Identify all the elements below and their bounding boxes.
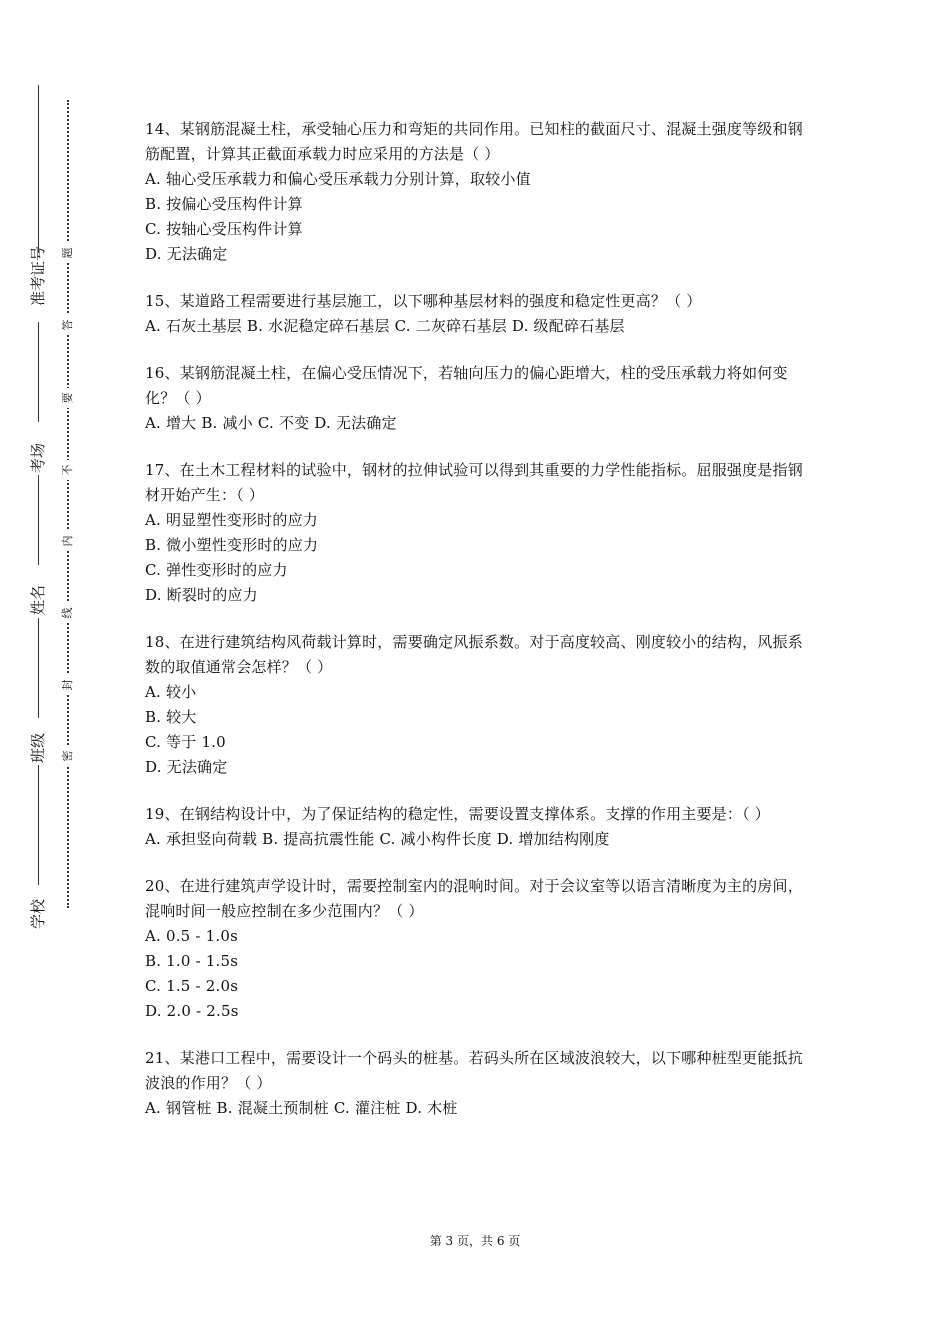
seal-char: 要 [60, 388, 76, 408]
option-d: D. 无法确定 [145, 758, 228, 776]
option-a: A. 较小 [145, 683, 197, 701]
question-stem: 21、某港口工程中，需要设计一个码头的桩基。若码头所在区域波浪较大，以下哪种桩型更能抵抗波浪的作用？（ ） [145, 1049, 803, 1092]
name-label: 姓名 [29, 585, 47, 616]
question-16 [145, 361, 815, 436]
question-15 [145, 289, 815, 339]
option-c: C. 等于 1.0 [145, 733, 226, 751]
school-label: 学校 [29, 899, 47, 930]
question-stem: 19、在钢结构设计中，为了保证结构的稳定性，需要设置支撑体系。支撑的作用主要是：（ ） [145, 805, 770, 823]
question-21 [145, 1046, 815, 1121]
question-stem: 20、在进行建筑声学设计时，需要控制室内的混响时间。对于会议室等以语言清晰度为主的房间，混响时间一般应控制在多少范围内？（ ） [145, 877, 803, 920]
binding-line [38, 765, 39, 885]
options-line: A. 石灰土基层 B. 水泥稳定碎石基层 C. 二灰碎石基层 D. 级配碎石基层 [145, 317, 625, 335]
option-b: B. 1.0 - 1.5s [145, 952, 239, 970]
option-b: B. 微小塑性变形时的应力 [145, 536, 319, 554]
seal-char: 线 [60, 603, 76, 623]
question-list [145, 117, 815, 1143]
option-c: C. 1.5 - 2.0s [145, 977, 239, 995]
binding-line [38, 475, 39, 565]
option-a: A. 轴心受压承载力和偏心受压承载力分别计算，取较小值 [145, 170, 531, 188]
question-stem: 14、某钢筋混凝土柱，承受轴心压力和弯矩的共同作用。已知柱的截面尺寸、混凝土强度等级和钢筋配置，计算其正截面承载力时应采用的方法是（ ） [145, 120, 803, 163]
options-line: A. 钢管桩 B. 混凝土预制桩 C. 灌注桩 D. 木桩 [145, 1099, 458, 1117]
option-d: D. 无法确定 [145, 245, 228, 263]
options-line: A. 承担竖向荷载 B. 提高抗震性能 C. 减小构件长度 D. 增加结构刚度 [145, 830, 610, 848]
question-stem: 17、在土木工程材料的试验中，钢材的拉伸试验可以得到其重要的力学性能指标。屈服强度是指钢材开始产生：（ ） [145, 461, 803, 504]
seal-char: 题 [60, 243, 76, 263]
option-a: A. 明显塑性变形时的应力 [145, 511, 318, 529]
option-c: C. 按轴心受压构件计算 [145, 220, 303, 238]
binding-line [38, 322, 39, 422]
question-17 [145, 458, 815, 608]
question-18 [145, 630, 815, 780]
option-b: B. 按偏心受压构件计算 [145, 195, 303, 213]
options-line: A. 增大 B. 减小 C. 不变 D. 无法确定 [145, 414, 397, 432]
seal-line [67, 100, 69, 908]
binding-line [38, 85, 39, 253]
page-number: 第 3 页，共 6 页 [429, 1234, 521, 1248]
option-c: C. 弹性变形时的应力 [145, 561, 288, 579]
question-19 [145, 802, 815, 852]
question-stem: 16、某钢筋混凝土柱，在偏心受压情况下，若轴向压力的偏心距增大，柱的受压承载力将如何变化？（ ） [145, 364, 788, 407]
seal-char: 不 [60, 460, 76, 480]
binding-line [38, 618, 39, 718]
option-a: A. 0.5 - 1.0s [145, 927, 238, 945]
exam-room-label: 考场 [29, 443, 47, 474]
option-d: D. 断裂时的应力 [145, 586, 258, 604]
question-14 [145, 117, 815, 267]
question-stem: 15、某道路工程需要进行基层施工，以下哪种基层材料的强度和稳定性更高？（ ） [145, 292, 702, 310]
seal-char: 内 [60, 531, 76, 551]
seal-char: 封 [60, 675, 76, 695]
exam-id-label: 准考证号 [29, 245, 47, 306]
class-label: 班级 [29, 733, 47, 764]
seal-char: 答 [60, 315, 76, 335]
seal-char: 密 [60, 746, 76, 766]
question-stem: 18、在进行建筑结构风荷载计算时，需要确定风振系数。对于高度较高、刚度较小的结构，风振系数的取值通常会怎样？（ ） [145, 633, 803, 676]
option-d: D. 2.0 - 2.5s [145, 1002, 239, 1020]
question-20 [145, 874, 815, 1024]
option-b: B. 较大 [145, 708, 197, 726]
